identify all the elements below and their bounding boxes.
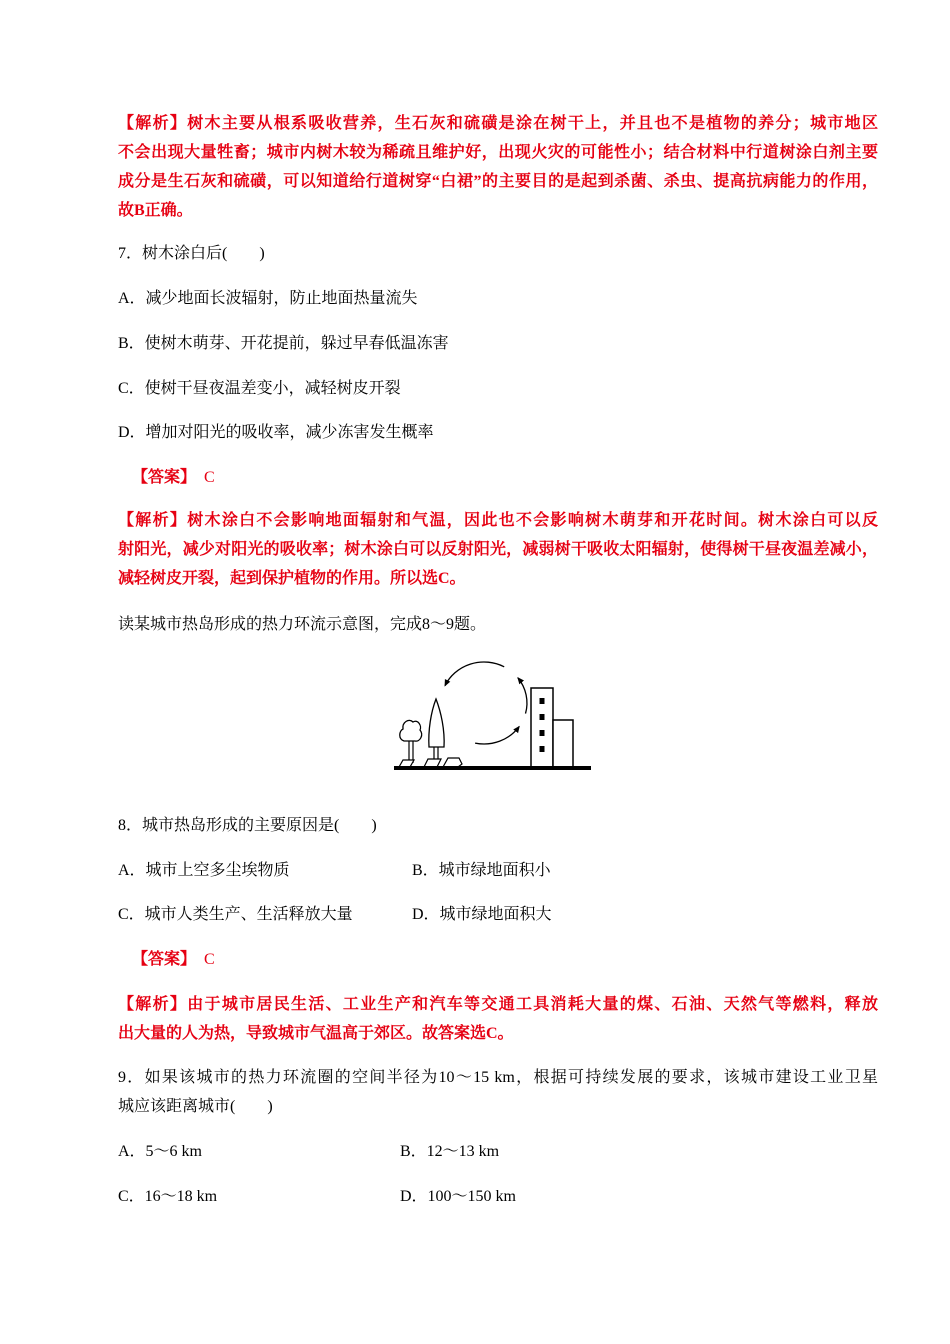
q9-option-a: A．5～6 km (118, 1143, 203, 1160)
answer-label: 【答案】 (132, 951, 197, 968)
q8-option-c: C．城市人类生产、生活释放大量 (118, 906, 353, 923)
q9-option-d: D．100～150 km (400, 1188, 517, 1205)
q7-stem: 7．树木涂白后( ) (118, 245, 265, 262)
q7-option-b: B．使树木萌芽、开花提前，躲过早春低温冻害 (118, 335, 449, 352)
q7-answer (132, 467, 215, 489)
prev-analysis-line-1 (118, 113, 878, 135)
q7-analysis-line-1 (118, 510, 878, 532)
q8-analysis-line-1 (118, 994, 878, 1016)
q8-option-a: A．城市上空多尘埃物质 (118, 862, 290, 879)
q7-analysis-line-3: 减轻树皮开裂，起到保护植物的作用。所以选C。 (118, 570, 466, 587)
building-window (540, 730, 545, 736)
analysis-text: 树木涂白不会影响地面辐射和气温，因此也不会影响树木萌芽和开花时间。树木涂白可以反 (187, 512, 878, 529)
heat-island-diagram (380, 645, 600, 780)
q9-option-c: C．16～18 km (118, 1188, 218, 1205)
q8-option-b: B．城市绿地面积小 (412, 862, 551, 879)
q7-option-a: A．减少地面长波辐射，防止地面热量流失 (118, 290, 418, 307)
building-window (540, 698, 545, 704)
q7-option-c: C．使树干昼夜温差变小，减轻树皮开裂 (118, 380, 401, 397)
q7-analysis-line-2: 射阳光，减少对阳光的吸收率；树木涂白可以反射阳光，减弱树干吸收太阳辐射，使得树干昼夜温差减小， (118, 541, 878, 558)
q9-stem-line-2: 城应该距离城市( ) (118, 1098, 273, 1115)
diagram-intro: 读某城市热岛形成的热力环流示意图，完成8～9题。 (118, 616, 487, 633)
analysis-text: 由于城市居民生活、工业生产和汽车等交通工具消耗大量的煤、石油、天然气等燃料，释放 (187, 996, 878, 1013)
prev-analysis-line-4: 故B正确。 (118, 202, 193, 219)
analysis-label: 【解析】 (118, 996, 188, 1013)
circulation-arrow-bottom (475, 727, 519, 744)
tree-conifer (429, 699, 444, 760)
prev-analysis-line-2: 不会出现大量牲畜；城市内树木较为稀疏且维护好，出现火灾的可能性小；结合材料中行道树涂白剂主要 (118, 144, 878, 161)
tree-round (400, 720, 422, 763)
prev-analysis-line-3: 成分是生石灰和硫磺，可以知道给行道树穿“白裙”的主要目的是起到杀菌、杀虫、提高抗病能力的作用， (118, 173, 878, 190)
q9-option-b: B．12～13 km (400, 1143, 500, 1160)
q8-stem: 8．城市热岛形成的主要原因是( ) (118, 817, 377, 834)
answer-label: 【答案】 (132, 469, 197, 486)
analysis-label: 【解析】 (118, 512, 188, 529)
analysis-text: 树木主要从根系吸收营养，生石灰和硫磺是涂在树干上，并且也不是植物的养分；城市地区 (187, 115, 878, 132)
q9-stem-line-1: 9．如果该城市的热力环流圈的空间半径为10～15 km，根据可持续发展的要求，该城市建设工业卫星 (118, 1069, 878, 1086)
building-window (540, 714, 545, 720)
answer-value: C (204, 469, 215, 486)
building-low (553, 720, 573, 768)
answer-value: C (204, 951, 215, 968)
circulation-arrow-top (445, 662, 504, 686)
q8-answer (132, 949, 215, 971)
q7-option-d: D．增加对阳光的吸收率，减少冻害发生概率 (118, 424, 434, 441)
building-window (540, 746, 545, 752)
analysis-label: 【解析】 (118, 115, 188, 132)
circulation-arrow-right (518, 678, 527, 714)
q8-analysis-line-2: 出大量的人为热，导致城市气温高于郊区。故答案选C。 (118, 1025, 514, 1042)
q8-option-d: D．城市绿地面积大 (412, 906, 552, 923)
